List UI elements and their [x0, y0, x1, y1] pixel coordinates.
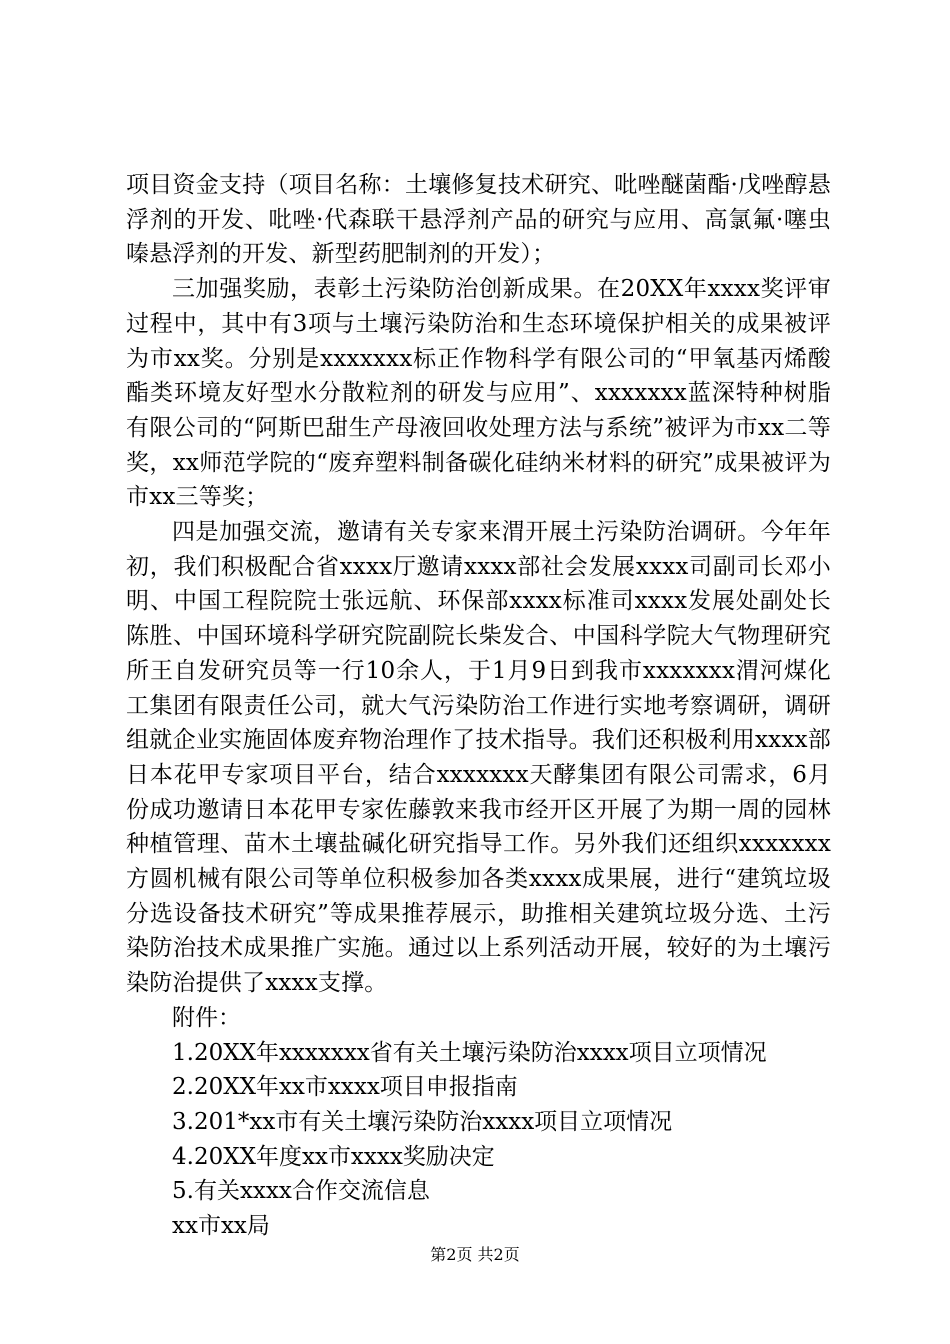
- document-body: [126, 168, 831, 1244]
- paragraph-project-funding: 项目资金支持（项目名称：土壤修复技术研究、吡唑醚菌酯·戊唑醇悬浮剂的开发、吡唑·代森联干悬浮剂产品的研究与应用、高氯氟·噻虫嗪悬浮剂的开发、新型药肥制剂的开发）；: [126, 172, 831, 268]
- attachment-item-5: 5.有关xxxx合作交流信息: [172, 1178, 430, 1205]
- page-indicator: 第2页 共2页: [430, 1245, 520, 1264]
- attachment-item-4: 4.20XX年度xx市xxxx奖励决定: [172, 1143, 495, 1170]
- attachments-label: 附件：: [172, 1004, 241, 1031]
- paragraph-exchange: 四是加强交流，邀请有关专家来渭开展土污染防治调研。今年年初，我们积极配合省xxxx厅邀请xxxx部社会发展xxxx司副司长邓小明、中国工程院院士张远航、环保部xxxx标准司xxxx发展处副处长陈胜、中国环境科学研究院副院长柴发合、中国科学院大气物理研究所王自发研究员等一行10余人，于1月9日到我市xxxxxxx渭河煤化工集团有限责任公司，就大气污染防治工作进行实地考察调研，调研组就企业实施固体废弃物治理作了技术指导。我们还积极利用xxxx部日本花甲专家项目平台，结合xxxxxxx天酵集团有限公司需求，6月份成功邀请日本花甲专家佐藤敦来我市经开区开展了为期一周的园林种植管理、苗木土壤盐碱化研究指导工作。另外我们还组织xxxxxxx方圆机械有限公司等单位积极参加各类xxxx成果展，进行“建筑垃圾分选设备技术研究”等成果推荐展示，助推相关建筑垃圾分选、土污染防治技术成果推广实施。通过以上系列活动开展，较好的为土壤污染防治提供了xxxx支撑。: [126, 519, 831, 997]
- paragraph-rewards: 三加强奖励，表彰土污染防治创新成果。在20XX年xxxx奖评审过程中，其中有3项与土壤污染防治和生态环境保护相关的成果被评为市xx奖。分别是xxxxxxx标正作物科学有限公司的“甲氧基丙烯酸酯类环境友好型水分散粒剂的研发与应用”、xxxxxxx蓝深特种树脂有限公司的“阿斯巴甜生产母液回收处理方法与系统”被评为市xx二等奖，xx师范学院的“废弃塑料制备碳化硅纳米材料的研究”成果被评为市xx三等奖；: [126, 276, 831, 511]
- attachment-item-1: 1.20XX年xxxxxxx省有关土壤污染防治xxxx项目立项情况: [172, 1039, 767, 1066]
- attachment-item-3: 3.201*xx市有关土壤污染防治xxxx项目立项情况: [172, 1108, 673, 1135]
- signature: xx市xx局: [172, 1213, 270, 1240]
- attachment-item-2: 2.20XX年xx市xxxx项目申报指南: [172, 1074, 518, 1101]
